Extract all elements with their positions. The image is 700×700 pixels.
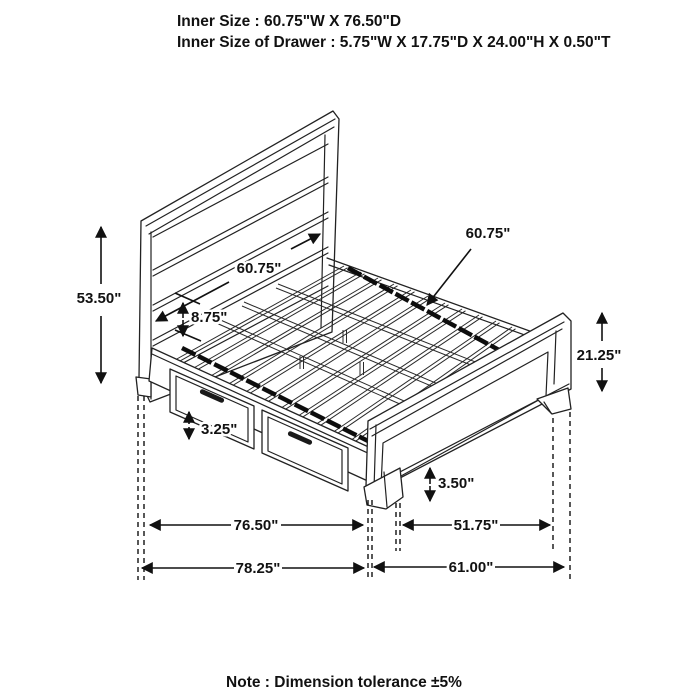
dim-footboard-height — [577, 313, 622, 391]
dim-rail-height-label: 8.75" — [191, 309, 228, 326]
dim-headboard-height-label: 53.50" — [76, 290, 122, 307]
dim-side-rail-length-label: 76.50" — [233, 517, 279, 534]
dim-overall-depth — [142, 560, 364, 577]
dim-foot-height-label: 3.50" — [438, 475, 475, 492]
dim-slat-length-label: 60.75" — [465, 225, 511, 242]
dim-headboard-inner-width-label: 60.75" — [236, 260, 282, 277]
dim-footboard-height-label: 21.25" — [576, 347, 622, 364]
dim-overall-width — [374, 559, 564, 576]
dim-overall-depth-label: 78.25" — [235, 560, 281, 577]
dim-slat-length — [427, 225, 510, 305]
dim-footboard-inner-width — [403, 517, 550, 534]
diagram-title-line2: Inner Size of Drawer : 5.75"W X 17.75"D X 24.00"H X 0.50"T — [177, 34, 611, 51]
extension-line-corner-foot-right — [396, 503, 400, 551]
tolerance-note: Note : Dimension tolerance ±5% — [226, 674, 462, 691]
dim-overall-width-label: 61.00" — [448, 559, 494, 576]
diagram-title-line1: Inner Size : 60.75"W X 76.50"D — [177, 13, 402, 30]
dim-drawer-to-floor-label: 3.25" — [201, 421, 238, 438]
dim-side-rail-length — [150, 517, 363, 534]
dim-headboard-height — [77, 227, 122, 383]
dim-foot-height — [430, 468, 474, 501]
dim-footboard-inner-width-label: 51.75" — [453, 517, 499, 534]
